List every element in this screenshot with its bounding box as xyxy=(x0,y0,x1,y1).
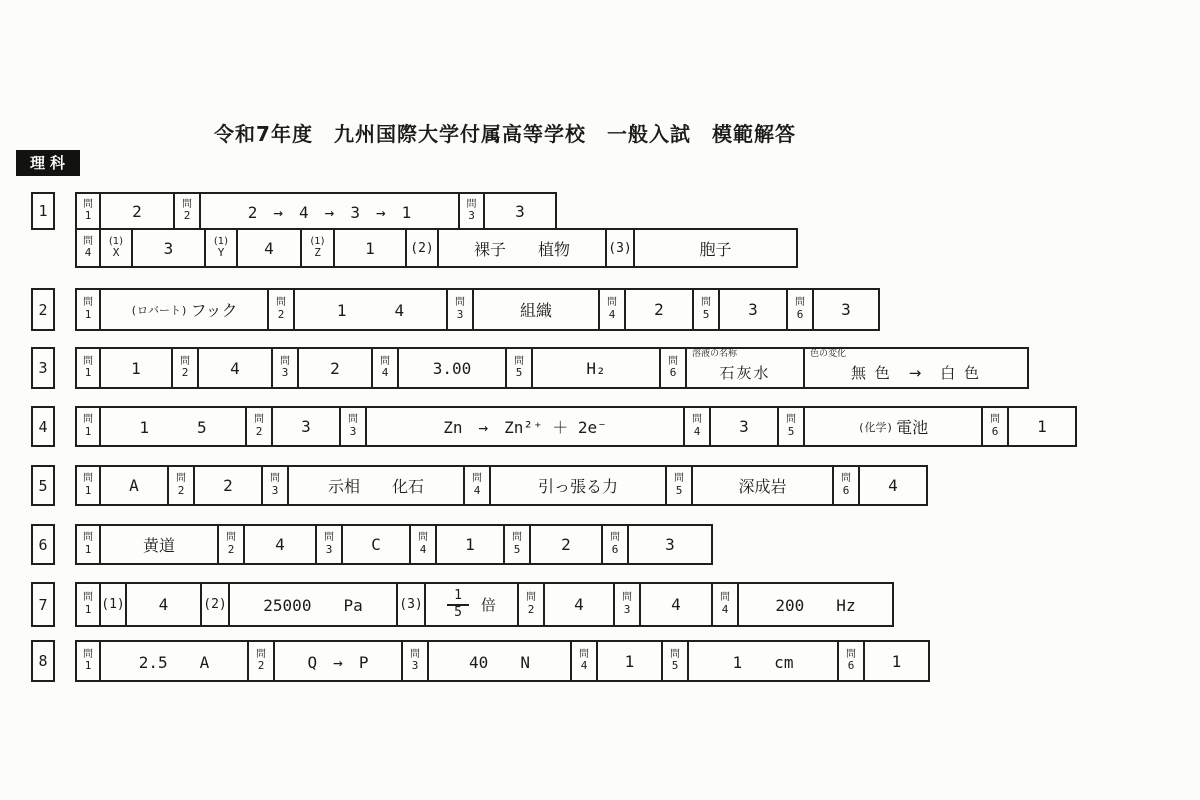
answer-text: 1 xyxy=(1037,417,1047,436)
question-label xyxy=(837,640,865,682)
question-label-number: 5 xyxy=(515,366,523,380)
question-label-kanji: 問 xyxy=(180,355,190,367)
answer-header: 溶液の名称 xyxy=(692,349,738,359)
question-label-kanji: 問 xyxy=(579,648,589,660)
answer-row xyxy=(75,640,930,682)
answer-row xyxy=(75,465,928,506)
answer-cell xyxy=(858,465,928,506)
answer-cell-with-header xyxy=(685,347,805,389)
question-label xyxy=(517,582,545,627)
question-label-number: 2 xyxy=(257,659,265,673)
answer-text: 1 xyxy=(624,651,635,671)
question-label xyxy=(692,288,720,331)
question-label-kanji: 問 xyxy=(410,648,420,660)
section-number: 2 xyxy=(31,288,55,331)
answer-cell xyxy=(397,347,507,389)
answer-text: 電池 xyxy=(896,418,929,437)
answer-text: 1 xyxy=(465,535,475,554)
question-label-kanji: 問 xyxy=(786,414,796,426)
answer-cell xyxy=(863,640,930,682)
subject-badge: 理科 xyxy=(16,150,80,176)
question-label xyxy=(777,406,805,447)
question-label-kanji: 問 xyxy=(846,648,856,660)
page-title: 令和7年度 九州国際大学付属高等学校 一般入試 模範解答 xyxy=(214,122,796,146)
question-label-number: 1 xyxy=(84,209,92,223)
fraction xyxy=(447,589,469,620)
section-number: 7 xyxy=(31,582,55,627)
question-label xyxy=(75,406,101,447)
answer-text: 胞子 xyxy=(699,239,732,259)
question-label xyxy=(613,582,641,627)
answer-row xyxy=(75,192,798,230)
question-label-number: 6 xyxy=(611,542,619,556)
question-label-number: 3 xyxy=(411,659,419,673)
answer-cell xyxy=(489,465,667,506)
answer-cell xyxy=(99,640,249,682)
question-label-number: 1 xyxy=(84,542,92,556)
question-label-kanji: 問 xyxy=(701,297,711,309)
question-label-kanji: 問 xyxy=(472,473,482,485)
question-label xyxy=(217,524,245,565)
question-label-kanji: 問 xyxy=(512,532,522,544)
answer-cell xyxy=(803,406,983,447)
question-label-number: X xyxy=(112,246,120,260)
answer-text: 2 xyxy=(132,201,142,221)
answer-text: 1 cm xyxy=(732,652,794,672)
answer-text: 4 xyxy=(230,358,240,378)
question-label-number: 2 xyxy=(277,307,285,321)
answer-cell xyxy=(812,288,880,331)
fraction-suffix: 倍 xyxy=(480,596,496,614)
answer-cell xyxy=(99,347,173,389)
answer-text: 組織 xyxy=(519,301,552,320)
fraction-denominator: 5 xyxy=(454,604,462,620)
subquestion-label: (3) xyxy=(605,228,635,268)
question-label-number: 4 xyxy=(473,483,481,497)
question-label-kanji: 問 xyxy=(348,414,358,426)
question-label-number: 6 xyxy=(669,366,677,380)
question-label xyxy=(171,347,199,389)
answer-text: 4 xyxy=(671,595,681,614)
answer-text: 1 xyxy=(131,358,141,378)
question-label-number: 2 xyxy=(255,424,263,438)
answer-text: 3 xyxy=(665,535,675,554)
question-label-number: 3 xyxy=(468,209,475,223)
question-label-kanji: 問 xyxy=(841,473,851,485)
answer-cell-with-header xyxy=(803,347,1029,389)
answer-cell xyxy=(297,347,373,389)
answer-text: 200 Hz xyxy=(775,596,856,615)
question-label-kanji: 問 xyxy=(83,297,93,309)
question-label-kanji: 問 xyxy=(692,414,702,426)
answer-text: 1 5 xyxy=(139,418,207,437)
question-label-number: 2 xyxy=(183,209,191,223)
question-label-kanji: 問 xyxy=(668,355,678,367)
answer-cell xyxy=(529,524,603,565)
question-label-kanji: (1) xyxy=(108,235,124,247)
question-label-number: 6 xyxy=(847,659,855,673)
answer-text: C xyxy=(371,535,381,554)
question-label-number: 2 xyxy=(227,542,235,556)
section-number: 5 xyxy=(31,465,55,506)
question-label xyxy=(300,228,335,268)
answer-cell xyxy=(639,582,713,627)
answer-cell xyxy=(236,228,302,268)
answer-cell xyxy=(273,640,403,682)
question-label xyxy=(401,640,429,682)
question-label xyxy=(711,582,739,627)
question-label-kanji: 問 xyxy=(610,532,620,544)
answer-cell xyxy=(531,347,661,389)
question-label xyxy=(75,288,101,331)
question-label-number: 4 xyxy=(84,246,92,260)
answer-text: 3.00 xyxy=(432,358,472,378)
answer-text: 4 xyxy=(275,535,285,554)
answer-text: 2 → 4 → 3 → 1 xyxy=(247,202,412,222)
section-number: 8 xyxy=(31,640,55,682)
answer-text: 4 xyxy=(574,595,584,614)
answer-cell xyxy=(435,524,505,565)
question-label-kanji: 問 xyxy=(176,473,186,485)
question-label xyxy=(371,347,399,389)
answer-text: 3 xyxy=(515,201,525,221)
answer-text: 裸子 植物 xyxy=(473,239,570,259)
answer-cell xyxy=(333,228,407,268)
answer-text: 黄道 xyxy=(142,536,175,555)
question-label-number: 2 xyxy=(527,602,535,616)
question-label-number: 5 xyxy=(513,542,521,556)
question-label-kanji: 問 xyxy=(324,532,334,544)
question-label-kanji: 問 xyxy=(514,355,524,367)
question-label xyxy=(75,347,101,389)
answer-cell xyxy=(125,582,202,627)
answer-cell xyxy=(131,228,206,268)
answer-cell xyxy=(99,192,175,230)
answer-cell xyxy=(199,192,460,230)
fraction-answer-cell xyxy=(424,582,519,627)
question-label-kanji: (1) xyxy=(310,235,325,247)
answer-text: 2 xyxy=(223,476,233,495)
question-label-number: 4 xyxy=(580,659,588,673)
answer-text: 2 xyxy=(561,535,571,554)
answer-cell xyxy=(99,288,269,331)
question-label xyxy=(339,406,367,447)
answer-row xyxy=(75,524,713,565)
answer-cell xyxy=(271,406,341,447)
question-label-kanji: 問 xyxy=(83,235,93,247)
answer-text: 4 xyxy=(158,595,169,614)
question-label-number: Z xyxy=(314,246,321,260)
answer-text: 4 xyxy=(264,238,274,258)
question-label xyxy=(247,640,275,682)
answer-text: 1 4 xyxy=(336,301,405,320)
answer-text: 25000 Pa xyxy=(263,596,363,615)
question-label-number: Y xyxy=(217,246,225,260)
answer-cell xyxy=(633,228,798,268)
question-label-number: 5 xyxy=(671,659,679,673)
question-label-number: 1 xyxy=(84,366,92,380)
section-number: 1 xyxy=(31,192,55,230)
question-label-kanji: 問 xyxy=(795,297,805,309)
question-label xyxy=(261,465,289,506)
answer-cell xyxy=(427,640,572,682)
answer-cell xyxy=(197,347,273,389)
question-label xyxy=(601,524,629,565)
question-label-number: 4 xyxy=(693,424,701,438)
answer-header: 色の変化 xyxy=(810,349,847,359)
fraction-numerator: 1 xyxy=(447,589,469,605)
question-label xyxy=(683,406,711,447)
question-label xyxy=(503,524,531,565)
question-label-kanji: 問 xyxy=(83,532,93,544)
question-label-kanji: 問 xyxy=(83,198,93,210)
question-label-number: 1 xyxy=(84,483,92,497)
question-label-kanji: 問 xyxy=(280,355,290,367)
question-label xyxy=(167,465,195,506)
question-label-kanji: 問 xyxy=(607,297,617,309)
answer-prefix: (化学) xyxy=(857,420,894,434)
subquestion-label: (3) xyxy=(396,582,426,627)
question-label xyxy=(271,347,299,389)
answer-cell xyxy=(472,288,600,331)
question-label-number: 4 xyxy=(608,307,616,321)
question-label xyxy=(570,640,598,682)
question-label xyxy=(598,288,626,331)
subquestion-label: (2) xyxy=(200,582,230,627)
question-label xyxy=(75,228,101,268)
answer-cell xyxy=(691,465,834,506)
question-label-number: 1 xyxy=(84,424,92,438)
question-label xyxy=(665,465,693,506)
question-label xyxy=(981,406,1009,447)
answer-cell xyxy=(737,582,894,627)
answer-text: 深成岩 xyxy=(738,477,787,496)
answer-text: 4 xyxy=(888,476,898,495)
answer-cell xyxy=(365,406,685,447)
answer-row xyxy=(75,288,880,331)
question-label-number: 3 xyxy=(271,483,279,497)
question-label xyxy=(659,347,687,389)
answer-text: 2 xyxy=(654,300,664,319)
question-label-number: 6 xyxy=(842,483,850,497)
question-label-number: 2 xyxy=(177,483,185,497)
answer-cell xyxy=(99,524,219,565)
answer-text: Zn → Zn²⁺ ＋ 2e⁻ xyxy=(443,418,607,437)
answer-row xyxy=(75,228,798,268)
question-label-kanji: 問 xyxy=(670,648,680,660)
question-label-number: 4 xyxy=(721,602,729,616)
question-label xyxy=(446,288,474,331)
question-label xyxy=(245,406,273,447)
question-label xyxy=(832,465,860,506)
answer-text: 3 xyxy=(841,300,851,319)
answer-prefix: (ロバート) xyxy=(130,303,188,317)
question-label-number: 4 xyxy=(419,542,427,556)
question-label xyxy=(75,582,101,627)
question-label xyxy=(315,524,343,565)
answer-text: 引っ張る力 xyxy=(537,477,618,496)
question-label-number: 3 xyxy=(325,542,333,556)
section-number: 4 xyxy=(31,406,55,447)
question-label xyxy=(204,228,238,268)
question-label-kanji: 問 xyxy=(226,532,236,544)
answer-cell xyxy=(709,406,779,447)
answer-cell xyxy=(627,524,713,565)
question-label xyxy=(661,640,689,682)
question-label-kanji: 問 xyxy=(83,648,93,660)
answer-cell xyxy=(99,465,169,506)
answer-text: 3 xyxy=(163,238,174,258)
answer-row xyxy=(75,582,894,627)
question-label-number: 1 xyxy=(84,307,92,321)
question-label-kanji: 問 xyxy=(466,198,477,210)
answer-text: A xyxy=(129,476,139,495)
answer-cell xyxy=(243,524,317,565)
question-label-kanji: 問 xyxy=(455,297,465,309)
subquestion-label: (2) xyxy=(405,228,439,268)
question-label xyxy=(505,347,533,389)
answer-text: 3 xyxy=(748,300,758,319)
answer-text: 2 xyxy=(330,358,340,378)
question-label-number: 5 xyxy=(702,307,710,321)
question-label-kanji: 問 xyxy=(276,297,286,309)
answer-text: 40 N xyxy=(469,652,530,672)
question-label-number: 3 xyxy=(281,366,289,380)
answer-cell xyxy=(596,640,663,682)
question-label-kanji: 問 xyxy=(990,414,1000,426)
answer-cell xyxy=(293,288,448,331)
answer-cell xyxy=(437,228,607,268)
question-label xyxy=(173,192,201,230)
question-label-kanji: 問 xyxy=(83,473,93,485)
question-label-number: 1 xyxy=(84,602,92,616)
subquestion-label: (1) xyxy=(99,582,127,627)
question-label-number: 1 xyxy=(84,659,92,673)
answer-cell xyxy=(483,192,557,230)
question-label xyxy=(75,465,101,506)
question-label xyxy=(267,288,295,331)
question-label xyxy=(458,192,485,230)
question-label-kanji: 問 xyxy=(380,355,390,367)
answer-text: 2.5 A xyxy=(138,652,210,672)
answer-text: 1 xyxy=(891,651,902,671)
question-label-kanji: 問 xyxy=(622,592,632,604)
answer-text: Q → P xyxy=(307,652,369,672)
question-label-number: 5 xyxy=(787,424,795,438)
question-label-kanji: 問 xyxy=(720,592,730,604)
question-label-kanji: 問 xyxy=(674,473,684,485)
question-label-number: 3 xyxy=(349,424,357,438)
question-label xyxy=(463,465,491,506)
answer-cell xyxy=(193,465,263,506)
question-label xyxy=(75,640,101,682)
question-label xyxy=(409,524,437,565)
answer-cell xyxy=(1007,406,1077,447)
question-label-kanji: 問 xyxy=(83,355,93,367)
question-label xyxy=(75,524,101,565)
question-label-kanji: 問 xyxy=(83,414,93,426)
question-label-number: 4 xyxy=(381,366,389,380)
question-label-number: 5 xyxy=(675,483,683,497)
question-label-kanji: 問 xyxy=(182,198,192,210)
answer-text: 3 xyxy=(739,417,749,436)
answer-cell xyxy=(624,288,694,331)
answer-text: H₂ xyxy=(586,358,606,378)
answer-row xyxy=(75,406,1077,447)
section-number: 3 xyxy=(31,347,55,389)
section-number: 6 xyxy=(31,524,55,565)
question-label-kanji: 問 xyxy=(83,592,93,604)
question-label xyxy=(786,288,814,331)
question-label xyxy=(99,228,133,268)
answer-row xyxy=(75,347,1029,389)
answer-text: 無 色 → 白 色 xyxy=(850,364,982,383)
question-label-number: 3 xyxy=(456,307,464,321)
question-label-kanji: 問 xyxy=(270,473,280,485)
answer-cell xyxy=(687,640,839,682)
question-label-kanji: 問 xyxy=(256,648,266,660)
question-label-kanji: (1) xyxy=(213,235,229,247)
answer-text: 石灰水 xyxy=(719,364,771,383)
answer-cell xyxy=(228,582,398,627)
answer-text: 1 xyxy=(365,238,375,258)
question-label-number: 6 xyxy=(991,424,999,438)
question-label-kanji: 問 xyxy=(254,414,264,426)
question-label-number: 3 xyxy=(623,602,631,616)
question-label xyxy=(75,192,101,230)
answer-cell xyxy=(718,288,788,331)
answer-cell xyxy=(99,406,247,447)
answer-cell xyxy=(287,465,465,506)
question-label-kanji: 問 xyxy=(526,592,536,604)
answer-text: 3 xyxy=(301,417,311,436)
answer-cell xyxy=(341,524,411,565)
answer-text: 示相 化石 xyxy=(327,477,424,496)
question-label-number: 2 xyxy=(181,366,189,380)
answer-cell xyxy=(543,582,615,627)
question-label-number: 6 xyxy=(796,307,804,321)
question-label-kanji: 問 xyxy=(418,532,428,544)
answer-text: フック xyxy=(190,301,238,320)
